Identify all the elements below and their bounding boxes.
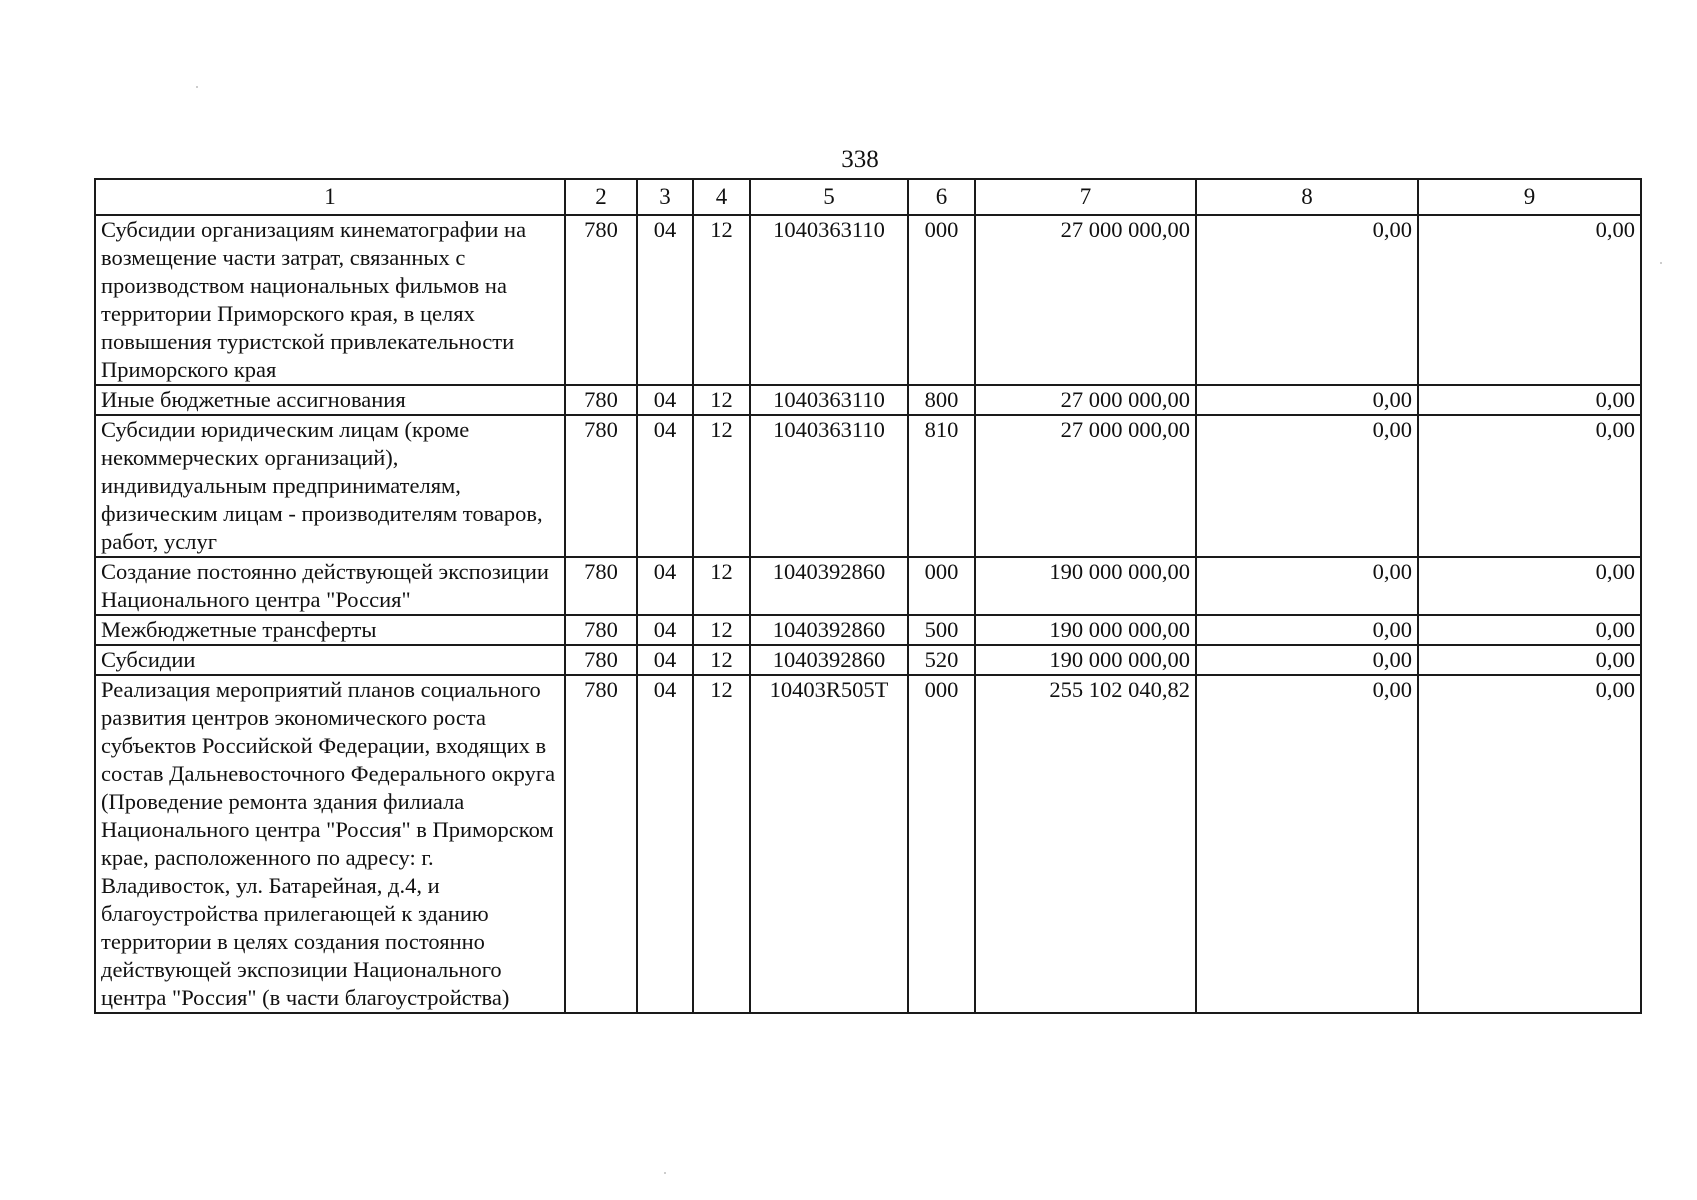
amount-cell: 27 000 000,00: [975, 415, 1196, 557]
row-name: Реализация мероприятий планов социального развития центров экономического роста субъектов Российской Федерации, входящих в состав Дальневосточного Федерального округа (Проведение ремонта здания филиала Национального центра "Россия" в Приморском крае, расположенного по адресу: г. Владивосток, ул. Батарейная, д.4, и благоустройства прилегающей к зданию территории в целях создания постоянно действующей экспозиции Национального центра "Россия" (в части благоустройства): [95, 675, 565, 1013]
code-cell: 780: [565, 215, 637, 385]
code-cell: 780: [565, 385, 637, 415]
column-header: 1: [95, 179, 565, 215]
code-cell: 12: [693, 557, 750, 615]
amount-cell: 0,00: [1418, 415, 1641, 557]
code-cell: 000: [908, 215, 975, 385]
amount-cell: 190 000 000,00: [975, 615, 1196, 645]
row-name: Субсидии организациям кинематографии на возмещение части затрат, связанных с производством национальных фильмов на территории Приморского края, в целях повышения туристской привлекательности Приморского края: [95, 215, 565, 385]
code-cell: 000: [908, 557, 975, 615]
code-cell: 04: [637, 615, 693, 645]
code-cell: 1040363110: [750, 385, 908, 415]
table-row: [95, 415, 1641, 557]
column-header: 3: [637, 179, 693, 215]
amount-cell: 0,00: [1418, 645, 1641, 675]
page-number: 338: [841, 146, 879, 173]
table-row: [95, 215, 1641, 385]
amount-cell: 190 000 000,00: [975, 557, 1196, 615]
row-name: Субсидии юридическим лицам (кроме некоммерческих организаций), индивидуальным предпринимателям, физическим лицам - производителям товаров, работ, услуг: [95, 415, 565, 557]
code-cell: 1040363110: [750, 215, 908, 385]
amount-cell: 0,00: [1196, 385, 1418, 415]
code-cell: 780: [565, 615, 637, 645]
scan-speck: [196, 86, 198, 88]
table-row: [95, 645, 1641, 675]
amount-cell: 0,00: [1196, 615, 1418, 645]
row-name: Иные бюджетные ассигнования: [95, 385, 565, 415]
code-cell: 04: [637, 645, 693, 675]
code-cell: 12: [693, 385, 750, 415]
row-name: Субсидии: [95, 645, 565, 675]
column-header: 8: [1196, 179, 1418, 215]
amount-cell: 0,00: [1196, 645, 1418, 675]
budget-table: [94, 178, 1642, 1014]
amount-cell: 27 000 000,00: [975, 385, 1196, 415]
column-header: 9: [1418, 179, 1641, 215]
code-cell: 780: [565, 557, 637, 615]
code-cell: 04: [637, 675, 693, 1013]
code-cell: 1040392860: [750, 645, 908, 675]
code-cell: 1040392860: [750, 557, 908, 615]
code-cell: 04: [637, 215, 693, 385]
amount-cell: 255 102 040,82: [975, 675, 1196, 1013]
amount-cell: 0,00: [1418, 615, 1641, 645]
column-header: 2: [565, 179, 637, 215]
scan-speck: [664, 1172, 666, 1174]
table-row: [95, 557, 1641, 615]
code-cell: 04: [637, 385, 693, 415]
code-cell: 04: [637, 415, 693, 557]
row-name: Создание постоянно действующей экспозиции Национального центра "Россия": [95, 557, 565, 615]
code-cell: 12: [693, 215, 750, 385]
amount-cell: 0,00: [1418, 215, 1641, 385]
code-cell: 800: [908, 385, 975, 415]
code-cell: 810: [908, 415, 975, 557]
code-cell: 520: [908, 645, 975, 675]
column-header: 4: [693, 179, 750, 215]
column-header: 7: [975, 179, 1196, 215]
amount-cell: 0,00: [1196, 415, 1418, 557]
amount-cell: 0,00: [1418, 557, 1641, 615]
code-cell: 12: [693, 615, 750, 645]
code-cell: 10403R505T: [750, 675, 908, 1013]
code-cell: 780: [565, 415, 637, 557]
row-name: Межбюджетные трансферты: [95, 615, 565, 645]
column-header: 5: [750, 179, 908, 215]
amount-cell: 0,00: [1418, 675, 1641, 1013]
code-cell: 12: [693, 645, 750, 675]
code-cell: 780: [565, 675, 637, 1013]
table-row: [95, 385, 1641, 415]
amount-cell: 0,00: [1196, 675, 1418, 1013]
code-cell: 1040363110: [750, 415, 908, 557]
code-cell: 780: [565, 645, 637, 675]
code-cell: 1040392860: [750, 615, 908, 645]
table-row: [95, 675, 1641, 1013]
amount-cell: 0,00: [1196, 557, 1418, 615]
code-cell: 12: [693, 675, 750, 1013]
header-row: [95, 179, 1641, 215]
scan-speck: [1660, 262, 1662, 264]
amount-cell: 0,00: [1196, 215, 1418, 385]
amount-cell: 0,00: [1418, 385, 1641, 415]
amount-cell: 190 000 000,00: [975, 645, 1196, 675]
column-header: 6: [908, 179, 975, 215]
code-cell: 04: [637, 557, 693, 615]
amount-cell: 27 000 000,00: [975, 215, 1196, 385]
code-cell: 000: [908, 675, 975, 1013]
table-row: [95, 615, 1641, 645]
code-cell: 500: [908, 615, 975, 645]
code-cell: 12: [693, 415, 750, 557]
